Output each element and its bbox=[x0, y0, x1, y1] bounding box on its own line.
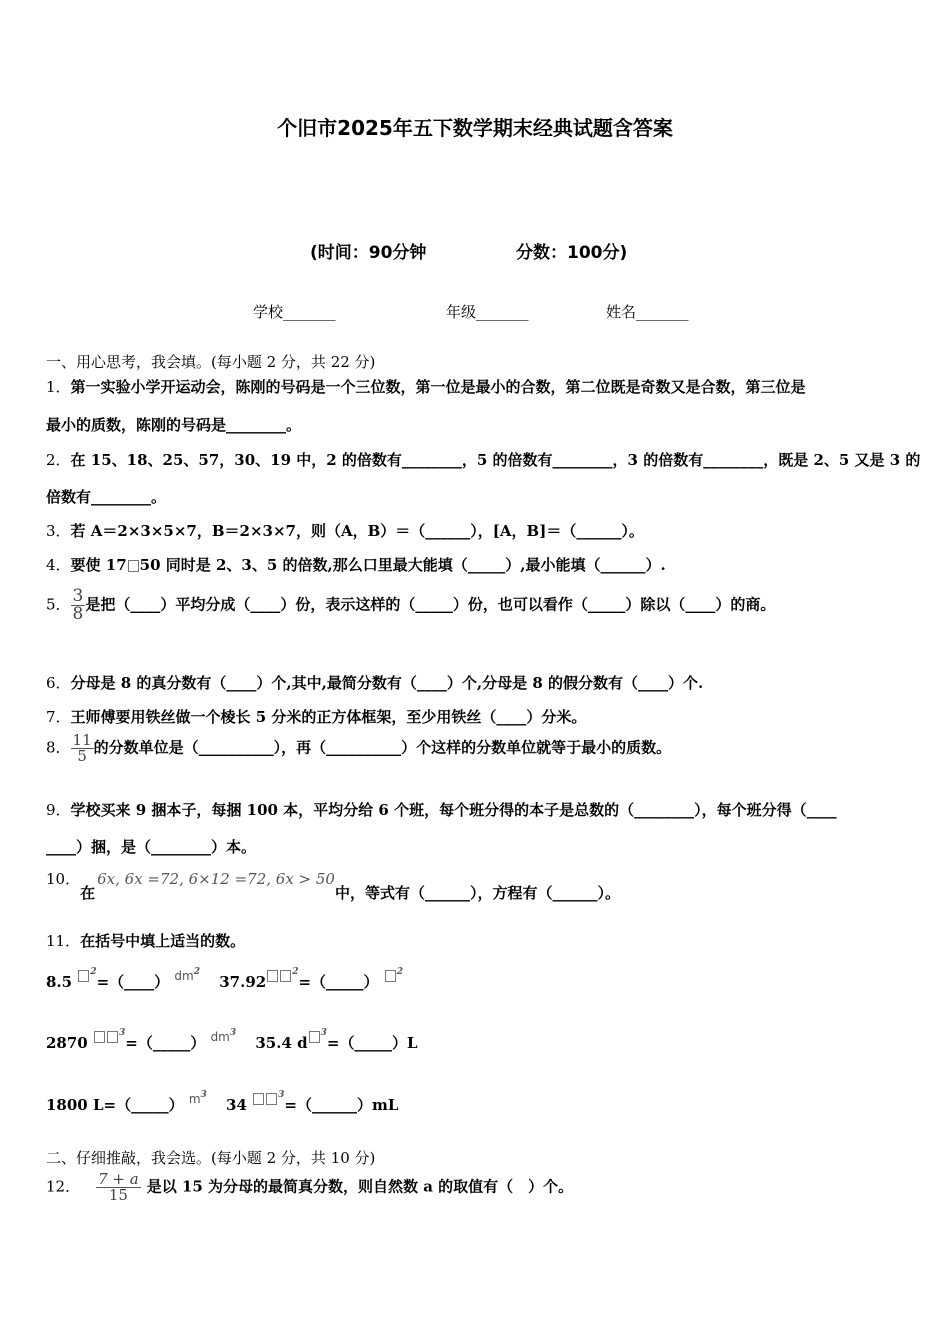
answer-blank: =（_____）L bbox=[326, 1034, 418, 1052]
exponent: 3 bbox=[278, 1090, 285, 1100]
question-text: 若 A＝2×3×5×7，B＝2×3×7，则（A，B）＝（______），[A，B]＝（______）。 bbox=[70, 522, 644, 540]
value: 34 bbox=[226, 1096, 247, 1114]
question-number: 11． bbox=[46, 932, 81, 950]
answer-blank: =（______）mL bbox=[284, 1096, 399, 1114]
value: 1800 L=（_____） bbox=[46, 1096, 184, 1114]
question-text-a: 要使 17 bbox=[70, 556, 127, 574]
question-text-b: 50 同时是 2、3、5 的倍数,那么口里最大能填（_____）,最小能填（______）. bbox=[139, 556, 666, 574]
question-text: 在 15、18、25、57，30、19 中，2 的倍数有________，5 的倍数有________，3 的倍数有________，既是 2、5 又是 3 的 bbox=[70, 451, 921, 469]
unit-box-icon bbox=[107, 1031, 118, 1043]
conversion-row-1 bbox=[46, 964, 404, 991]
formula: 6x, 6x =72, 6×12 =72, 6x > 50 bbox=[97, 870, 335, 888]
question-4 bbox=[46, 554, 666, 575]
question-1 bbox=[46, 376, 806, 397]
exponent: 2 bbox=[193, 967, 200, 977]
exponent: 2 bbox=[292, 967, 299, 977]
question-9-cont: ____）捆，是（________）本。 bbox=[46, 838, 257, 856]
question-text: 第一实验小学开运动会，陈刚的号码是一个三位数，第一位是最小的合数，第二位既是奇数又是合数，第三位是 bbox=[70, 378, 806, 396]
unit-box-icon bbox=[385, 970, 396, 982]
question-number: 6． bbox=[46, 674, 71, 692]
section-1-heading: 一、用心思考，我会填。(每小题 2 分，共 22 分) bbox=[46, 353, 376, 371]
exam-time: (时间：90分钟 bbox=[310, 243, 427, 263]
question-6 bbox=[46, 672, 703, 693]
unit-box-icon bbox=[94, 1031, 105, 1043]
question-3 bbox=[46, 520, 644, 541]
value: 37.92 bbox=[219, 973, 267, 991]
answer-blank: =（_____） bbox=[125, 1034, 206, 1052]
question-9 bbox=[46, 799, 837, 820]
grade-field: 年级_______ bbox=[446, 303, 529, 321]
unit-box-icon bbox=[253, 1093, 264, 1105]
question-number: 3． bbox=[46, 522, 71, 540]
unit-box-icon bbox=[280, 970, 291, 982]
question-text: 是把（____）平均分成（____）份，表示这样的（_____）份，也可以看作（_____）除以（____）的商。 bbox=[85, 595, 776, 614]
fraction-7a-15 bbox=[96, 1172, 141, 1203]
denominator: 15 bbox=[96, 1187, 141, 1203]
unit-dm: dm bbox=[174, 969, 194, 983]
question-number: 9． bbox=[46, 801, 71, 819]
question-number: 1． bbox=[46, 378, 71, 396]
exponent: 3 bbox=[118, 1028, 126, 1038]
question-text: 是以 15 为分母的最简真分数，则自然数 a 的取值有（ ）个。 bbox=[146, 1177, 574, 1196]
question-number: 5． bbox=[46, 595, 71, 614]
unit-dm: dm bbox=[210, 1030, 230, 1044]
unit-m: m bbox=[188, 1092, 201, 1106]
numerator: 7 + a bbox=[98, 1170, 139, 1188]
value: 35.4 d bbox=[255, 1034, 308, 1052]
fraction-3-8 bbox=[71, 588, 86, 623]
question-text-a: 在 bbox=[80, 884, 96, 902]
question-5 bbox=[46, 588, 775, 623]
denominator: 5 bbox=[71, 748, 94, 764]
question-number: 2． bbox=[46, 451, 71, 469]
question-7 bbox=[46, 706, 586, 727]
blank-box-icon bbox=[128, 560, 139, 572]
question-text-b: 中，等式有（______），方程有（______）。 bbox=[334, 884, 620, 902]
numerator: 3 bbox=[72, 586, 84, 606]
answer-blank: =（_____） bbox=[298, 973, 379, 991]
unit-box-icon bbox=[267, 970, 278, 982]
exponent: 3 bbox=[229, 1028, 237, 1038]
question-text: 分母是 8 的真分数有（____）个,其中,最简分数有（____）个,分母是 8 的假分数有（____）个. bbox=[70, 674, 704, 692]
conversion-row-2 bbox=[46, 1025, 418, 1052]
question-text: 在括号中填上适当的数。 bbox=[80, 932, 246, 950]
question-number: 12． bbox=[46, 1177, 81, 1196]
exam-score: 分数：100分) bbox=[516, 243, 628, 263]
question-number: 4． bbox=[46, 556, 71, 574]
section-2-heading: 二、仔细推敲，我会选。(每小题 2 分，共 10 分) bbox=[46, 1149, 376, 1167]
numerator: 11 bbox=[72, 731, 92, 749]
question-text: 王师傅要用铁丝做一个棱长 5 分米的正方体框架，至少用铁丝（____）分米。 bbox=[70, 708, 587, 726]
exponent: 2 bbox=[396, 967, 404, 977]
question-10 bbox=[46, 868, 620, 902]
conversion-row-3 bbox=[46, 1087, 399, 1114]
question-11 bbox=[46, 930, 245, 951]
fraction-11-5 bbox=[71, 733, 94, 764]
unit-box-icon bbox=[266, 1093, 277, 1105]
question-text: 的分数单位是（__________），再（__________）个这样的分数单位就等于最小的质数。 bbox=[93, 738, 672, 757]
page-title: 个旧市2025年五下数学期末经典试题含答案 bbox=[277, 116, 673, 140]
question-number: 8． bbox=[46, 738, 71, 757]
question-8 bbox=[46, 733, 671, 764]
answer-blank: =（____） bbox=[96, 973, 170, 991]
exponent: 3 bbox=[320, 1028, 327, 1038]
value: 2870 bbox=[46, 1034, 88, 1052]
question-2 bbox=[46, 449, 920, 470]
name-field: 姓名_______ bbox=[606, 303, 689, 321]
exponent: 3 bbox=[200, 1090, 207, 1100]
question-text: 学校买来 9 捆本子，每捆 100 本，平均分给 6 个班，每个班分得的本子是总数的（________），每个班分得（____ bbox=[70, 801, 837, 819]
exponent: 2 bbox=[90, 967, 97, 977]
unit-box-icon bbox=[78, 970, 89, 982]
unit-box-icon bbox=[309, 1031, 320, 1043]
question-number: 10． bbox=[46, 870, 81, 888]
denominator: 8 bbox=[72, 604, 84, 624]
school-field: 学校_______ bbox=[253, 303, 336, 321]
question-2-cont: 倍数有________。 bbox=[46, 488, 167, 506]
question-1-cont: 最小的质数，陈刚的号码是________。 bbox=[46, 416, 302, 434]
value: 8.5 bbox=[46, 973, 73, 991]
question-12 bbox=[46, 1172, 573, 1203]
question-number: 7． bbox=[46, 708, 71, 726]
